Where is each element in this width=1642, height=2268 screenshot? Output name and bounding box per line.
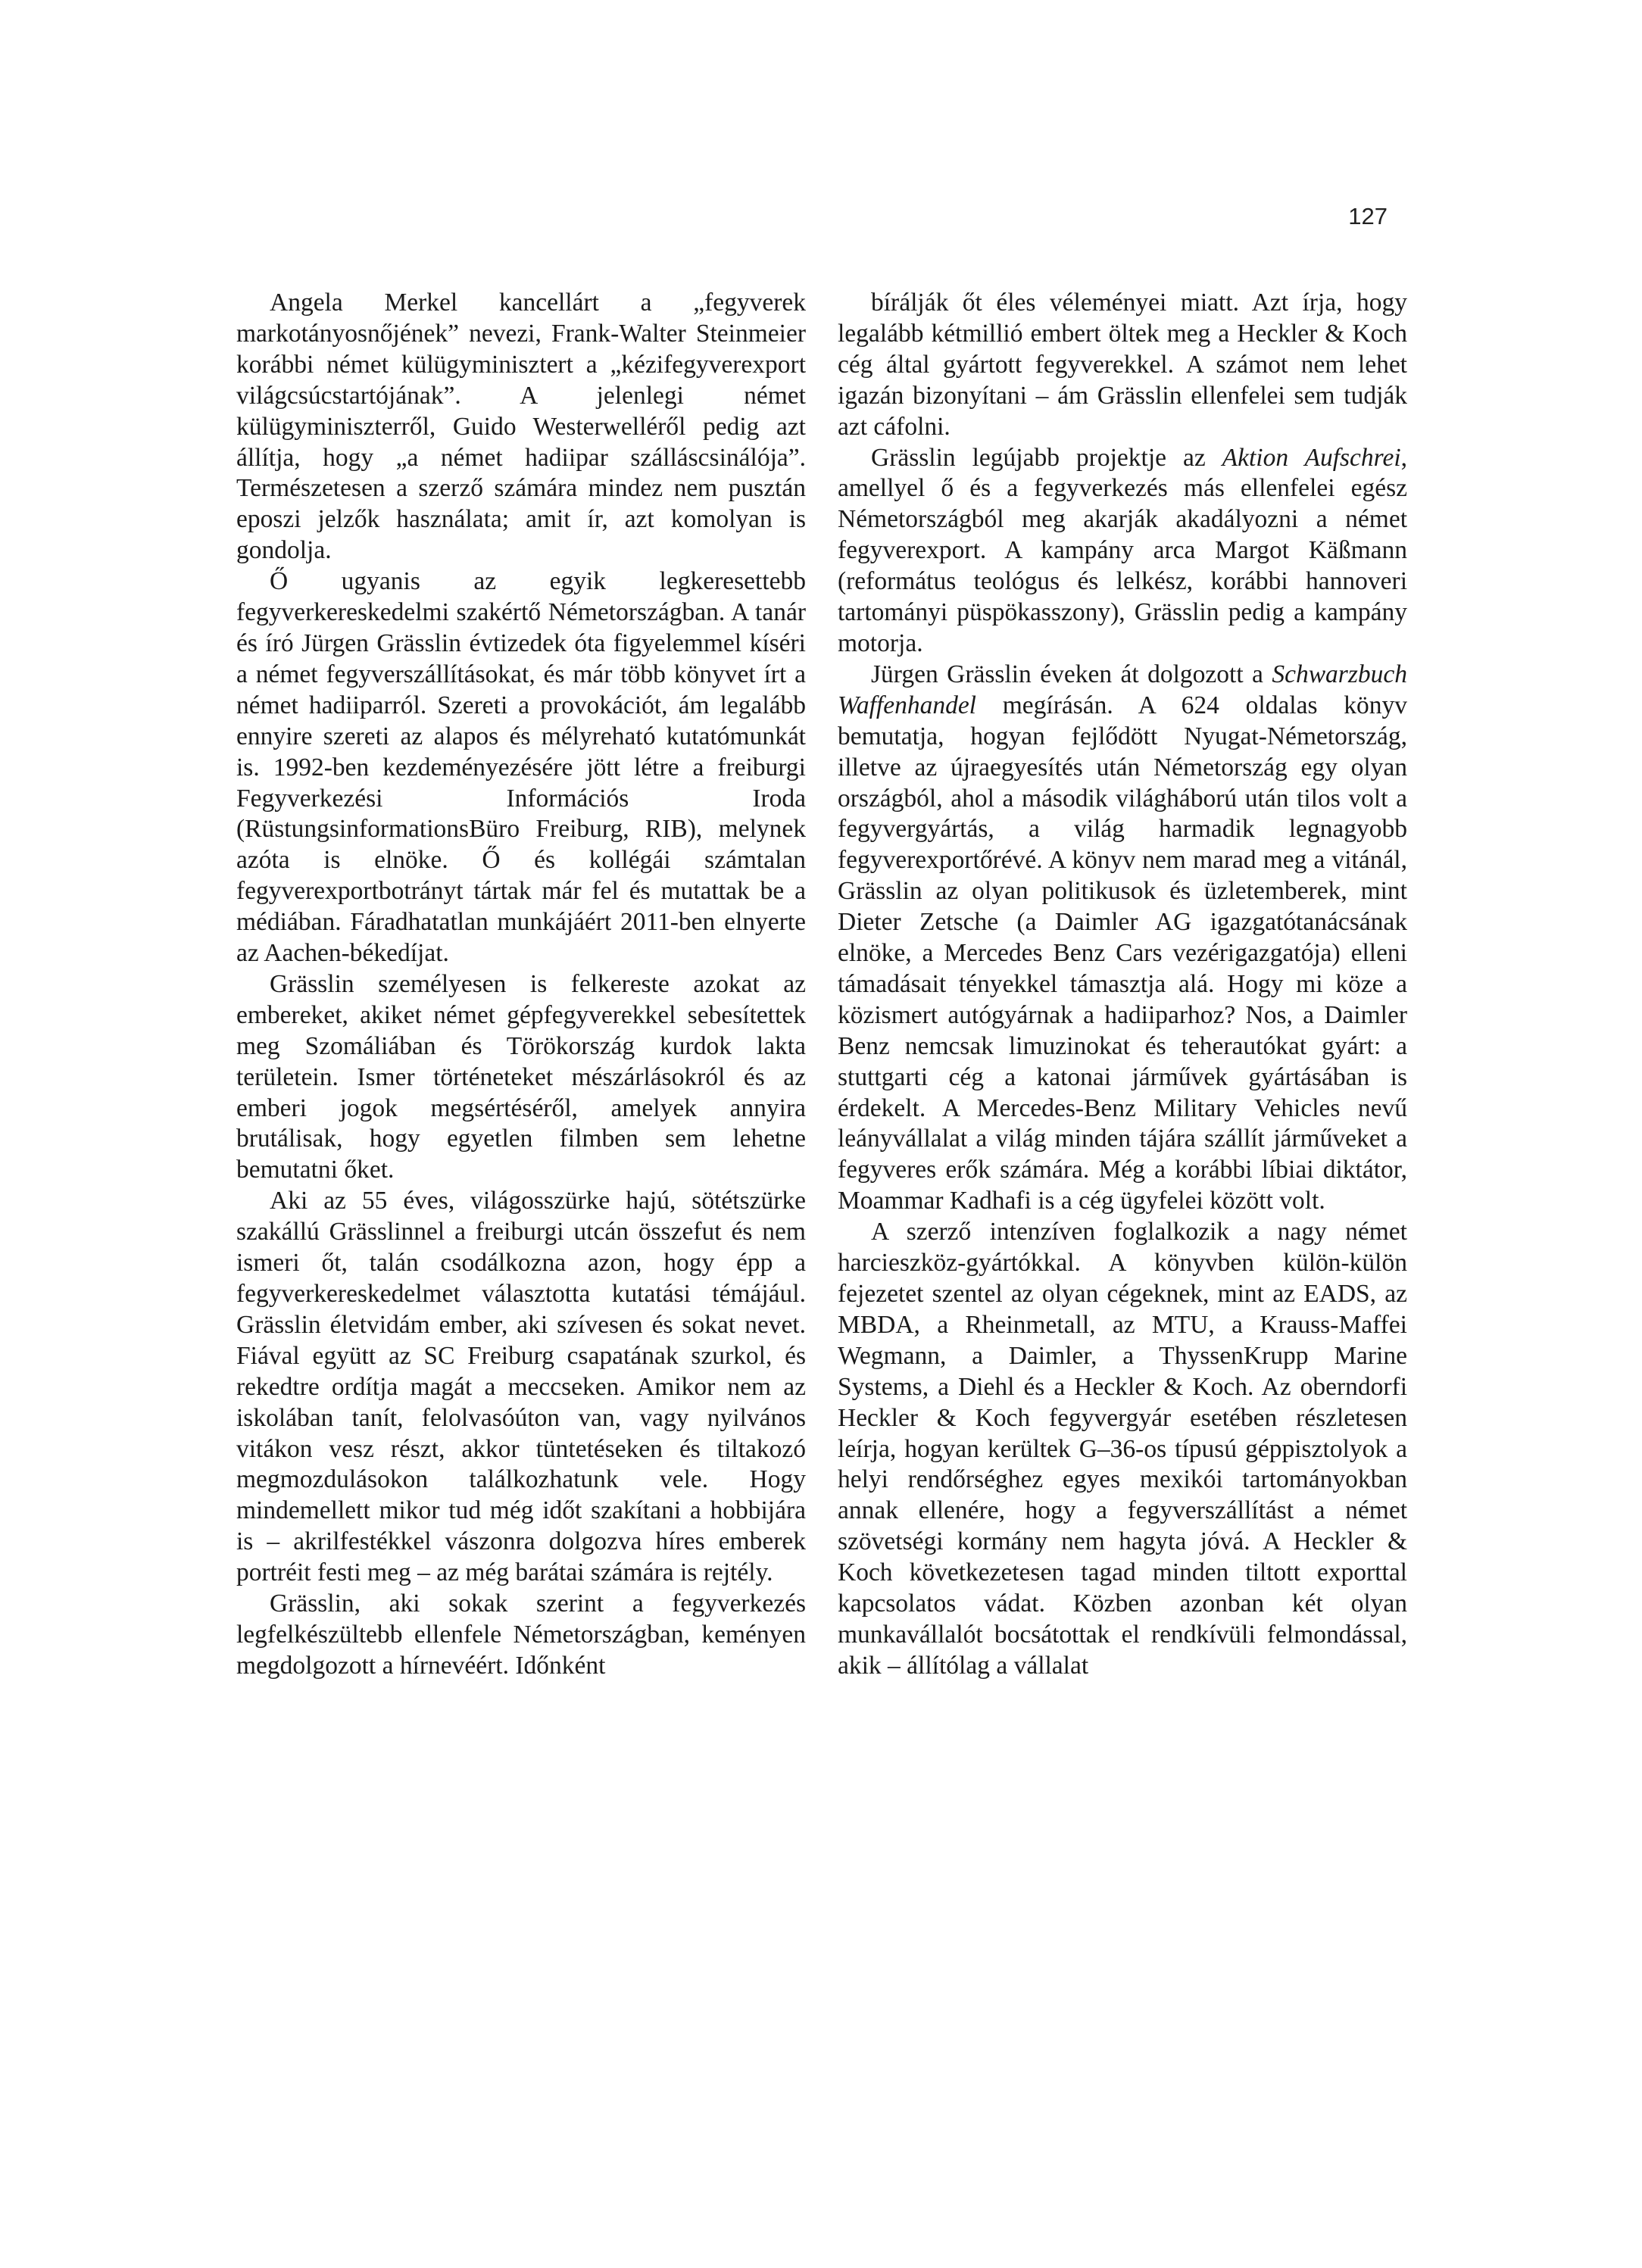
paragraph: Aki az 55 éves, világosszürke hajú, sötétszürke szakállú Grässlinnel a freiburgi utcán összefut és nem ismeri őt, talán csodálkozna azon, hogy épp a fegyverkereskedelmet választotta kutatási témájául. Grässlin életvidám ember, aki szívesen és sokat nevet. Fiával együtt az SC Freiburg csapatának szurkol, és rekedtre ordítja magát a meccseken. Amikor nem az iskolában tanít, felolvasóúton van, vagy nyilvános vitákon vesz részt, akkor tüntetéseken és tiltakozó megmozdulásokon találkozhatunk vele. Hogy mindemellett mikor tud még időt szakítani a hobbijára is – akrilfestékkel vászonra dolgozva híres emberek portréit festi meg – az még barátai számára is rejtély. (236, 1187, 806, 1587)
paragraph: Angela Merkel kancellárt a „fegyverek markotányosnőjének” nevezi, Frank-Walter Steinmeier korábbi német külügyminisztert a „kézifegyverexport világcsúcstartójának”. A jelenlegi német külügyminiszterről, Guido Westerwelléről pedig azt állítja, hogy „a német hadiipar szálláscsinálója”. Természetesen a szerző számára mindez nem pusztán eposzi jelzők használata; amit ír, azt komolyan is gondolja. (236, 289, 806, 565)
paragraph (838, 660, 1407, 1217)
paragraph: Grässlin személyesen is felkereste azokat az embereket, akiket német gépfegyverekkel sebesítettek meg Szomáliában és Törökország kurdok lakta területein. Ismer történeteket mészárlásokról és az emberi jogok megsértéséről, amelyek annyira brutálisak, hogy egyetlen filmben sem lehetne bemutatni őket. (236, 969, 806, 1184)
paragraph: bírálják őt éles véleményei miatt. Azt írja, hogy legalább kétmillió embert öltek meg a Heckler & Koch cég által gyártott fegyverekkel. A számot nem lehet igazán bizonyítani – ám Grässlin ellenfelei sem tudják azt cáfolni. (838, 289, 1407, 441)
right-column (838, 288, 1407, 1682)
paragraph-text: Grässlin legújabb projektje az (871, 443, 1222, 472)
campaign-title: Aktion Aufschrei (1222, 443, 1401, 472)
paragraph-text: , amellyel ő és a fegyverkezés más ellenfelei egész Németországból meg akarják akadályozni a német fegyverexport. A kampány arca Margot Käßmann (református teológus és lelkész, korábbi hannoveri tartományi püspökasszony), Grässlin pedig a kampány motorja. (838, 443, 1407, 657)
page-number: 127 (1348, 203, 1388, 229)
paragraph: A szerző intenzíven foglalkozik a nagy német harcieszköz-gyártókkal. A könyvben külön-külön fejezetet szentel az olyan cégeknek, mint az EADS, az MBDA, a Rheinmetall, az MTU, a Krauss-Maffei Wegmann, a Daimler, a ThyssenKrupp Marine Systems, a Diehl és a Heckler & Koch. Az oberndorfi Heckler & Koch fegyvergyár esetében részletesen leírja, hogyan kerültek G–36-os típusú géppisztolyok a helyi rendőrséghez egyes mexikói tartományokban annak ellenére, hogy a fegyverszállítást a német szövetségi kormány nem hagyta jóvá. A Heckler & Koch következetesen tagad minden tiltott exporttal kapcsolatos vádat. Közben azonban két olyan munkavállalót bocsátottak el rendkívüli felmondással, akik – állítólag a vállalat (838, 1218, 1407, 1680)
paragraph: Ő ugyanis az egyik legkeresettebb fegyverkereskedelmi szakértő Németországban. A tanár és író Jürgen Grässlin évtizedek óta figyelemmel kíséri a német fegyverszállításokat, és már több könyvet írt a német hadiiparról. Szereti a provokációt, ám legalább ennyire szereti az alapos és mélyreható kutatómunkát is. 1992-ben kezdeményezésére jött létre a freiburgi Fegyverkezési Információs Iroda (RüstungsinformationsBüro Freiburg, RIB), melynek azóta is elnöke. Ő és kollégái számtalan fegyverexportbotrányt tártak már fel és mutattak be a médiában. Fáradhatatlan munkájáért 2011-ben elnyerte az Aachen-békedíjat. (236, 567, 806, 968)
paragraph-text: megírásán. A 624 oldalas könyv bemutatja, hogyan fejlődött Nyugat-Németország, illetve az újraegyesítés után Németország egy olyan országból, ahol a második világháború után tilos volt a fegyvergyártás, a világ harmadik legnagyobb fegyverexportőrévé. A könyv nem marad meg a vitánál, Grässlin az olyan politikusok és üzletemberek, mint Dieter Zetsche (a Daimler AG igazgatótanácsának elnöke, a Mercedes Benz Cars vezérigazgatója) elleni támadásait tényekkel támasztja alá. Hogy mi köze a közismert autógyárnak a hadiiparhoz? Nos, a Daimler Benz nemcsak limuzinokat és teherautókat gyárt: a stuttgarti cég a katonai járművek gyártásában is érdekelt. A Mercedes-Benz Military Vehicles nevű leányvállalat a világ minden tájára szállít járműveket a fegyveres erők számára. Még a korábbi líbiai diktátor, Moammar Kadhafi is a cég ügyfelei között volt. (838, 691, 1407, 1215)
book-title: Schwarzbuch Waffenhandel (838, 660, 1407, 719)
paragraph-text: Jürgen Grässlin éveken át dolgozott a (871, 660, 1272, 688)
paragraph: Grässlin, aki sokak szerint a fegyverkezés legfelkészültebb ellenfele Németországban, keményen megdolgozott a hírnevéért. Időnként (236, 1589, 806, 1680)
left-column (236, 288, 806, 1682)
paragraph (838, 443, 1407, 660)
